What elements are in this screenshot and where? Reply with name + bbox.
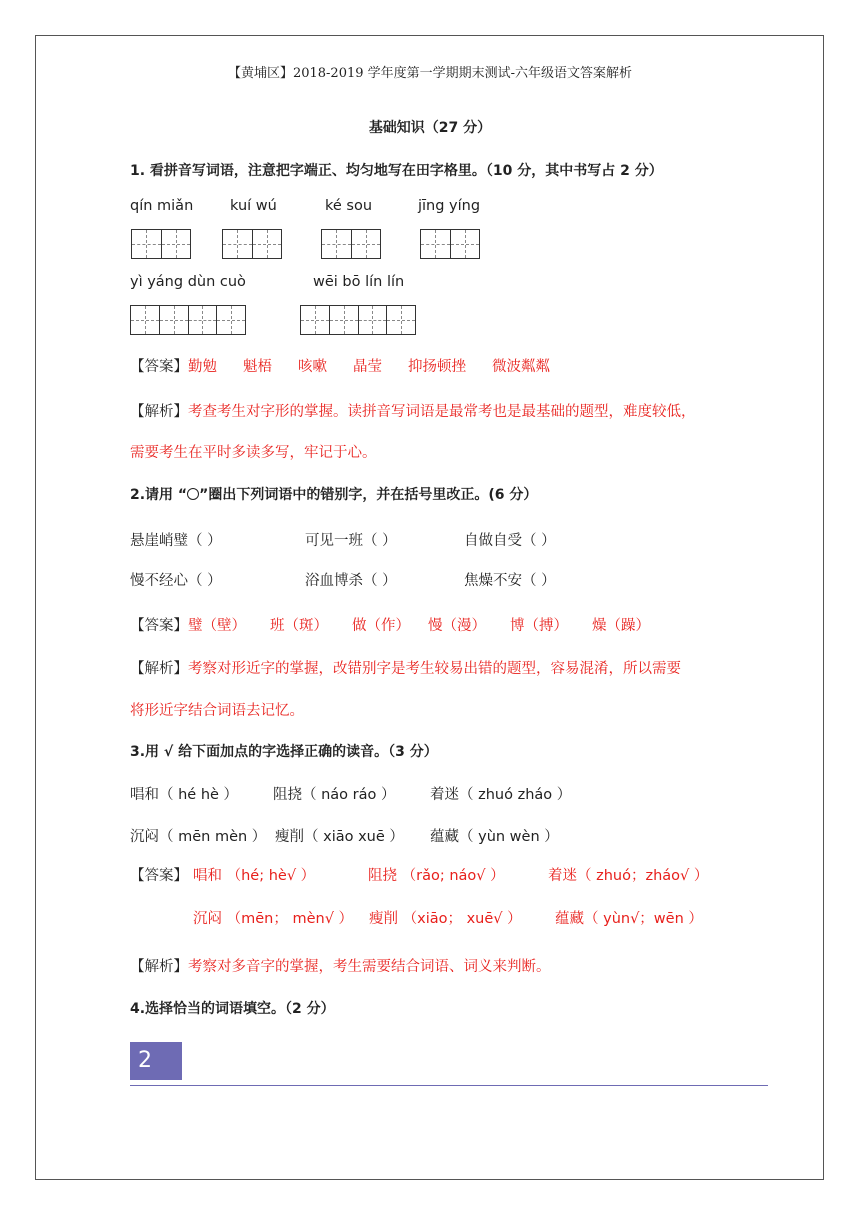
section-title: 基础知识（27 分） bbox=[368, 120, 492, 136]
q2-answer-1: 璧（壁） bbox=[188, 618, 246, 634]
q2-title bbox=[130, 484, 537, 504]
q2-answer bbox=[130, 614, 650, 635]
tianzige-grid bbox=[300, 305, 416, 335]
q3-answer bbox=[130, 864, 188, 885]
q4-title: 4.选择恰当的词语填空。（2 分） bbox=[130, 1001, 335, 1017]
footer-rule bbox=[130, 1085, 768, 1086]
q2-answer-5: 博（搏） bbox=[510, 618, 568, 634]
q3-answer-5: 瘦削 （xiāo； xuē√ ） bbox=[369, 911, 522, 927]
q3-answer-1: 唱和 （hé; hè√ ） bbox=[193, 868, 316, 884]
q3-answer-6: 蕴藏（ yùn√；wēn ） bbox=[555, 911, 703, 927]
q3-analysis-text: 考察对多音字的掌握，考生需要结合词语、词义来判断。 bbox=[188, 959, 551, 975]
tianzige-grid bbox=[131, 229, 191, 259]
tianzige-grid bbox=[420, 229, 480, 259]
q3-item-2: 阻挠（ náo ráo ） bbox=[273, 787, 396, 803]
q1-answer-2: 魁梧 bbox=[243, 359, 272, 375]
q2-answer-6: 燥（躁） bbox=[592, 618, 650, 634]
q3-analysis bbox=[130, 955, 551, 976]
q1-pinyin-6: wēi bō lín lín bbox=[313, 274, 405, 290]
q1-answer bbox=[130, 355, 550, 376]
answer-label: 【答案】 bbox=[130, 359, 188, 375]
answer-label: 【答案】 bbox=[130, 618, 188, 634]
q2-item-1: 悬崖峭璧（ ） bbox=[130, 533, 222, 549]
q1-answer-5: 抑扬顿挫 bbox=[408, 359, 466, 375]
q3-item-6: 蕴藏（ yùn wèn ） bbox=[430, 829, 559, 845]
q2-answer-3: 做（作） bbox=[352, 618, 410, 634]
page-number: 2 bbox=[130, 1042, 182, 1080]
q1-pinyin-3: ké sou bbox=[325, 198, 373, 214]
document-header: 【黄埔区】2018-2019 学年度第一学期期末测试-六年级语文答案解析 bbox=[227, 66, 633, 81]
q1-title: 1. 看拼音写词语，注意把字端正、均匀地写在田字格里。（10 分，其中书写占 2 分） bbox=[130, 163, 663, 179]
q2-analysis-line2: 将形近字结合词语去记忆。 bbox=[130, 703, 304, 719]
q2-item-4: 慢不经心（ ） bbox=[130, 573, 222, 589]
q2-item-2: 可见一班（ ） bbox=[305, 533, 397, 549]
q3-answer-2: 阻挠 （rǎo; náo√ ） bbox=[368, 868, 505, 884]
q2-title-pre: 2.请用 “ bbox=[130, 487, 188, 503]
q1-pinyin-1: qín miǎn bbox=[130, 198, 194, 214]
q2-answer-4: 慢（漫） bbox=[428, 618, 486, 634]
q3-item-4: 沉闷（ mēn mèn ） bbox=[130, 829, 267, 845]
q3-answer-3: 着迷（ zhuó；zháo√ ） bbox=[548, 868, 709, 884]
q1-analysis bbox=[130, 400, 696, 421]
q2-analysis-line1: 考察对形近字的掌握，改错别字是考生较易出错的题型，容易混淆，所以需要 bbox=[188, 661, 681, 677]
q2-item-6: 焦燥不安（ ） bbox=[464, 573, 556, 589]
q1-analysis-line2: 需要考生在平时多读多写，牢记于心。 bbox=[130, 445, 377, 461]
q3-item-3: 着迷（ zhuó zháo ） bbox=[430, 787, 572, 803]
answer-label: 【答案】 bbox=[130, 868, 188, 884]
q2-analysis bbox=[130, 657, 681, 678]
q3-item-1: 唱和（ hé hè ） bbox=[130, 787, 239, 803]
q1-pinyin-5: yì yáng dùn cuò bbox=[130, 274, 246, 290]
q2-item-5: 浴血博杀（ ） bbox=[305, 573, 397, 589]
tianzige-grid bbox=[321, 229, 381, 259]
analysis-label: 【解析】 bbox=[130, 661, 188, 677]
q1-pinyin-2: kuí wú bbox=[230, 198, 277, 214]
q1-analysis-line1: 考查考生对字形的掌握。读拼音写词语是最常考也是最基础的题型，难度较低， bbox=[188, 404, 696, 420]
q1-answer-4: 晶莹 bbox=[353, 359, 382, 375]
tianzige-grid bbox=[222, 229, 282, 259]
q1-answer-1: 勤勉 bbox=[188, 359, 217, 375]
analysis-label: 【解析】 bbox=[130, 404, 188, 420]
q2-title-post: ”圈出下列词语中的错别字，并在括号里改正。(6 分） bbox=[199, 487, 538, 503]
circle-icon bbox=[187, 488, 199, 500]
tianzige-grid bbox=[130, 305, 246, 335]
q2-item-3: 自做自受（ ） bbox=[464, 533, 556, 549]
q3-item-5: 瘦削（ xiāo xuē ） bbox=[275, 829, 404, 845]
analysis-label: 【解析】 bbox=[130, 959, 188, 975]
q3-title: 3.用 √ 给下面加点的字选择正确的读音。（3 分） bbox=[130, 744, 438, 760]
q3-answer-4: 沉闷 （mēn； mèn√ ） bbox=[193, 911, 354, 927]
q1-answer-6: 微波粼粼 bbox=[492, 359, 550, 375]
q1-pinyin-4: jīng yíng bbox=[418, 198, 481, 214]
q2-answer-2: 班（斑） bbox=[270, 618, 328, 634]
q1-answer-3: 咳嗽 bbox=[298, 359, 327, 375]
